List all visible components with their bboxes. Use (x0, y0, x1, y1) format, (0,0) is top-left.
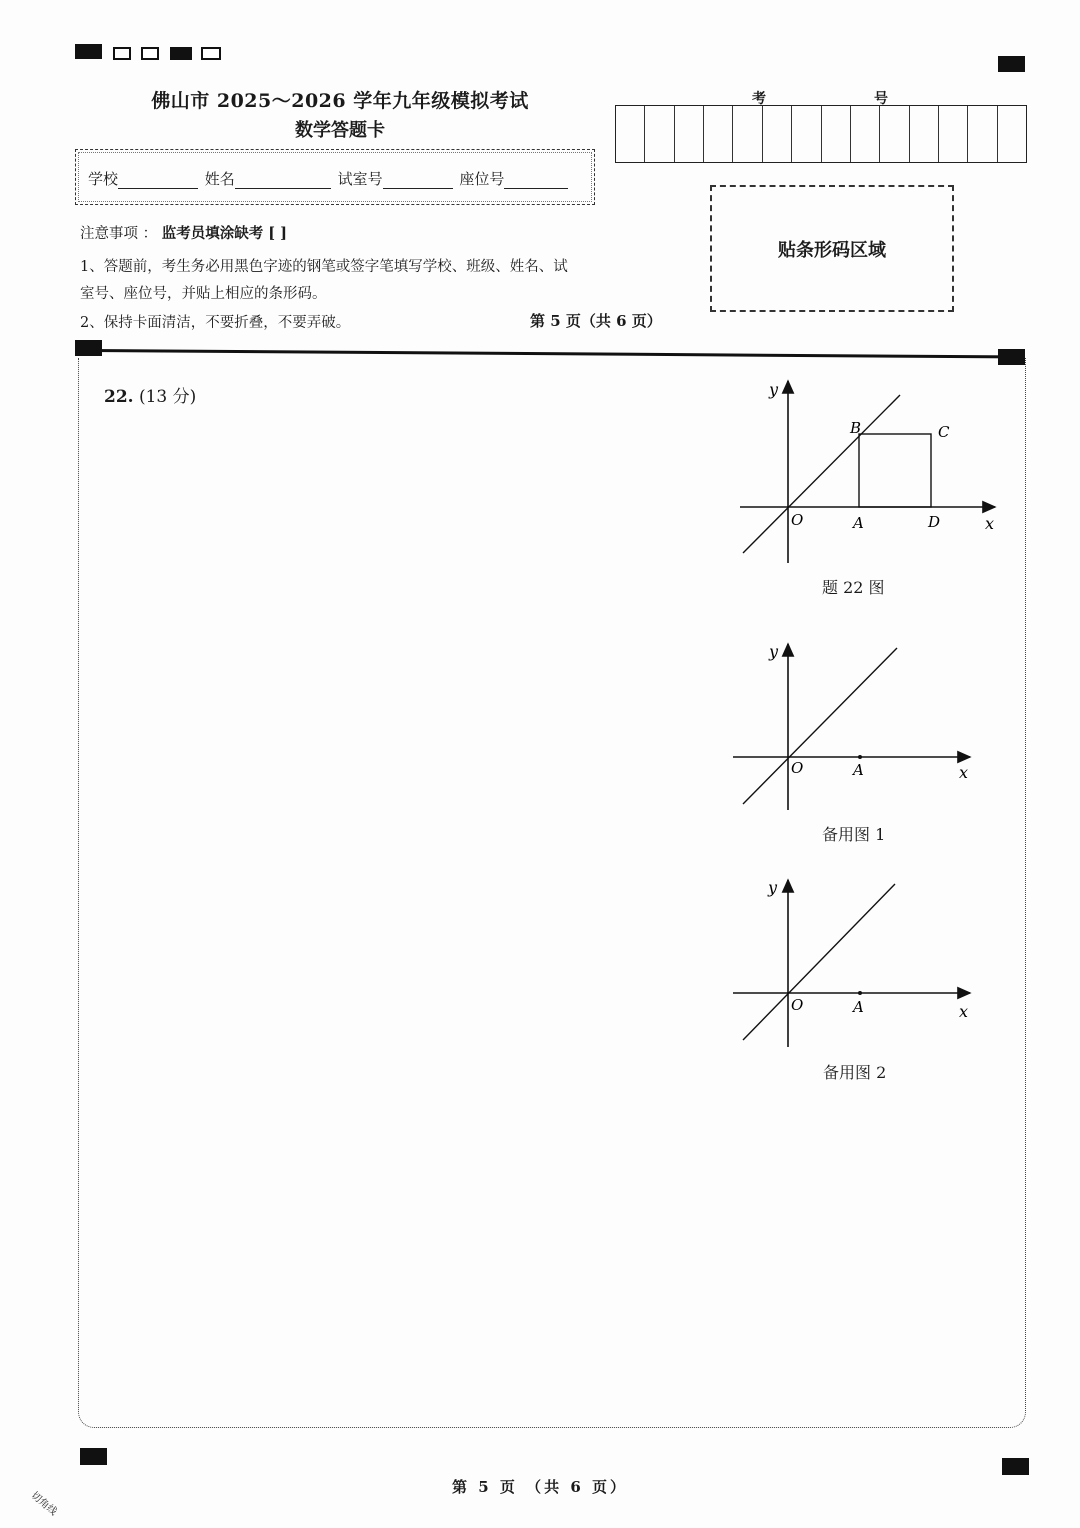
line-through-origin (743, 395, 900, 553)
y-axis-label: y (768, 878, 778, 897)
exam-number-cell[interactable] (998, 106, 1026, 162)
spare-figure-2-caption: 备用图 2 (823, 1063, 887, 1082)
point-a-label: A (853, 761, 864, 779)
registration-mark-filled (170, 47, 192, 60)
name-field[interactable] (235, 174, 331, 189)
registration-box-3 (201, 47, 221, 60)
exam-number-cell[interactable] (675, 106, 704, 162)
origin-label: O (791, 996, 804, 1014)
question-number-label: 22. (104, 387, 134, 407)
page-info: 第 5 页（共 6 页） (530, 312, 662, 330)
figure-22 (735, 375, 1005, 570)
name-label: 姓名 (204, 170, 235, 188)
point-a (858, 991, 862, 995)
line-through-origin (743, 884, 895, 1040)
rectangle-abcd (859, 434, 931, 507)
exam-number-cell[interactable] (939, 106, 968, 162)
spare-figure-1-caption: 备用图 1 (822, 825, 886, 844)
x-axis-label: x (959, 1002, 969, 1021)
registration-mark-top-left (75, 44, 102, 59)
seat-label: 座位号 (459, 170, 505, 188)
question-score: (13 分) (138, 387, 197, 407)
exam-number-label-right: 号 (874, 91, 888, 107)
exam-number-cell[interactable] (910, 106, 939, 162)
spare-figure-1 (730, 640, 980, 815)
exam-number-label-left: 考 (752, 91, 766, 107)
point-c-label: C (938, 423, 950, 441)
registration-mark-top-right (998, 56, 1025, 72)
proctor-absence-mark[interactable]: 监考员填涂缺考 [ ] (161, 225, 288, 242)
exam-number-cell[interactable] (792, 106, 821, 162)
card-subtitle: 数学答题卡 (295, 120, 385, 141)
exam-title: 佛山市 2025～2026 学年九年级模拟考试 (151, 90, 529, 112)
point-d-label: D (928, 513, 941, 531)
registration-mark-mid-left (75, 340, 102, 356)
student-info-row (88, 168, 570, 189)
school-field[interactable] (118, 174, 198, 189)
room-label: 试室号 (337, 170, 383, 188)
x-axis-label: x (959, 763, 969, 782)
exam-number-grid[interactable] (615, 105, 1027, 163)
exam-number-cell[interactable] (645, 106, 674, 162)
notes-line-3: 2、保持卡面清洁，不要折叠，不要弄破。 (80, 315, 351, 331)
registration-mark-bottom-right (1002, 1458, 1029, 1475)
origin-label: O (791, 759, 804, 777)
spare-figure-2 (730, 875, 980, 1050)
notes-heading-row (80, 222, 287, 243)
y-axis-label: y (769, 380, 779, 399)
y-axis-label: y (769, 642, 779, 661)
registration-box-2 (141, 47, 159, 60)
figure-22-caption: 题 22 图 (822, 578, 885, 597)
room-field[interactable] (383, 174, 453, 189)
origin-label: O (791, 511, 804, 529)
question-number (104, 382, 196, 407)
cut-line-label: 切角线 (28, 1490, 59, 1518)
point-a (858, 755, 862, 759)
exam-number-cell[interactable] (968, 106, 997, 162)
point-a-label: A (853, 998, 864, 1016)
school-label: 学校 (88, 170, 119, 188)
exam-number-cell[interactable] (763, 106, 792, 162)
registration-mark-bottom-left (80, 1448, 107, 1465)
point-a-label: A (853, 514, 864, 532)
seat-field[interactable] (504, 174, 568, 189)
page-footer: 第 5 页 （共 6 页） (452, 1478, 628, 1496)
exam-number-cell[interactable] (851, 106, 880, 162)
registration-box-1 (113, 47, 131, 60)
exam-number-cell[interactable] (822, 106, 851, 162)
x-axis-label: x (985, 514, 995, 533)
notes-heading: 注意事项 ： (80, 226, 158, 242)
point-b-label: B (850, 419, 862, 437)
notes-line-1: 1、答题前，考生务必用黑色字迹的钢笔或签字笔填写学校、班级、姓名、试 (80, 259, 568, 275)
barcode-area-label: 贴条形码区域 (778, 240, 886, 261)
exam-number-cell[interactable] (616, 106, 645, 162)
notes-line-2: 室号、座位号，并贴上相应的条形码。 (80, 286, 327, 302)
exam-number-cell[interactable] (733, 106, 762, 162)
exam-number-cell[interactable] (880, 106, 909, 162)
separator-line (90, 349, 1010, 358)
line-through-origin (743, 648, 897, 804)
exam-number-cell[interactable] (704, 106, 733, 162)
